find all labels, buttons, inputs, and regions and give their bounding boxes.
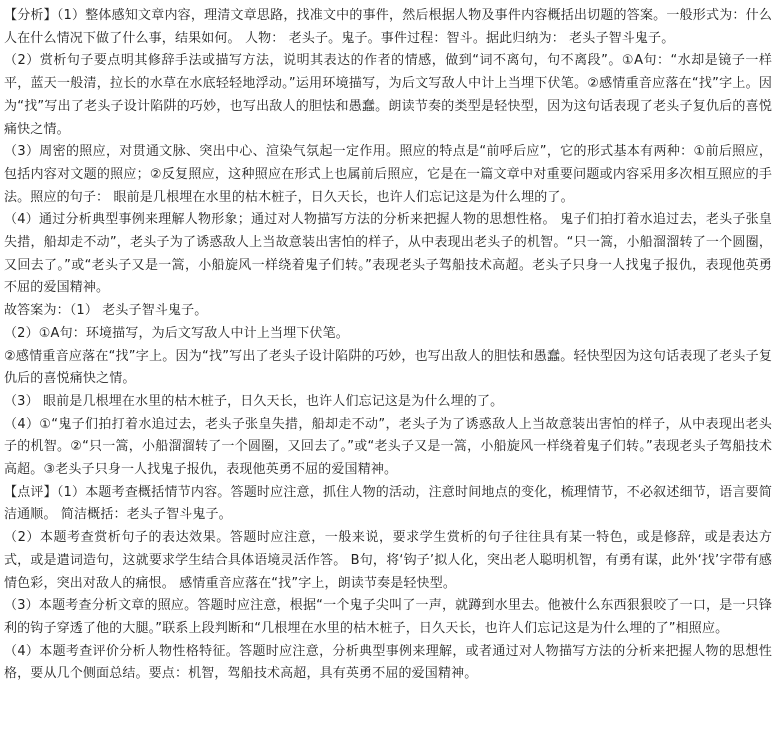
- comment-part-4: （4）本题考查评价分析人物性格特征。答题时应注意，分析典型事例来理解，或者通过对人物描写方法的分析来把握人物的思想性格，要从几个侧面总结。要点：机智，驾船技术高超，具有英勇不屈的爱国精神。: [4, 643, 772, 682]
- comment-part-1: 【点评】（1）本题考查概括情节内容。答题时应注意，抓住人物的活动，注意时间地点的变化，梳理情节，不必叙述细节，语言要简洁通顺。 简洁概括：老头子智斗鬼子。: [4, 484, 772, 523]
- answer-part-2a: （2）①A句：环境描写，为后文写敌人中计上当埋下伏笔。: [4, 325, 349, 341]
- answer-part-4: （4）①“鬼子们拍打着水追过去，老头子张皇失措，船却走不动”，老头子为了诱惑敌人上当故意装出害怕的样子，从中表现出老头子的机智。②“只一篙，小船溜溜转了一个圆圈，又回去了。”或“老头子又是一篙，小船旋风一样绕着鬼子们转。”表现老头子驾船技术高超。③老头子只身一人找鬼子报仇，表现他英勇不屈的爱国精神。: [4, 416, 772, 478]
- analysis-part-4: （4）通过分析典型事例来理解人物形象；通过对人物描写方法的分析来把握人物的思想性格。 鬼子们拍打着水追过去，老头子张皇失措，船却走不动”，老头子为了诱惑敌人上当故意装出害怕的样子，从中表现出老头子的机智。“只一篙，小船溜溜转了一个圆圈，又回去了。”或“老头子又是一篙，小船旋风一样绕着鬼子们转。”表现老头子驾船技术高超。老头子只身一人找鬼子报仇，表现他英勇不屈的爱国精神。: [4, 212, 772, 296]
- analysis-part-3: （3）周密的照应，对贯通文脉、突出中心、渲染气氛起一定作用。照应的特点是“前呼后应”，它的形式基本有两种：①前后照应，包括内容对文题的照应；②反复照应，这种照应在形式上也属前后照应，它是在一篇文章中对重要问题或内容采用多次相互照应的手法。照应的句子： 眼前是几根埋在水里的枯木桩子，日久天长，也许人们忘记这是为什么埋的了。: [4, 144, 772, 205]
- analysis-part-2: （2）赏析句子要点明其修辞手法或描写方法，说明其表达的作者的情感，做到“词不离句，句不离段”。①A句：“水却是镜子一样平，蓝天一般清，拉长的水草在水底轻轻地浮动。”运用环境描写，为后文写敌人中计上当埋下伏笔。②感情重音应落在“找”字上。因为“找”写出了老头子设计陷阱的巧妙，也写出敌人的胆怯和愚蠢。朗读节奏的类型是轻快型，因为这句话表现了老头子复仇后的喜悦痛快之情。: [4, 53, 772, 137]
- answer-part-2b: ②感情重音应落在“找”字上。因为“找”写出了老头子设计陷阱的巧妙，也写出敌人的胆怯和愚蠢。轻快型因为这句话表现了老头子复仇后的喜悦痛快之情。: [4, 348, 772, 387]
- answer-part-3: （3） 眼前是几根埋在水里的枯木桩子，日久天长，也许人们忘记这是为什么埋的了。: [4, 393, 504, 409]
- comment-part-3: （3）本题考查分析文章的照应。答题时应注意，根据“一个鬼子尖叫了一声，就蹲到水里去。他被什么东西狠狠咬了一口，是一只锋利的钩子穿透了他的大腿。”联系上段判断和“几根埋在水里的枯木桩子，日久天长，也许人们忘记这是为什么埋的了”相照应。: [4, 598, 772, 636]
- comment-part-2: （2）本题考查赏析句子的表达效果。答题时应注意，一般来说，要求学生赏析的句子往往具有某一特色，或是修辞，或是表达方式，或是遣词造句，这就要求学生结合具体语境灵活作答。 B句，将‘钩子’拟人化，突出老人聪明机智，有勇有谋，此外‘找’字带有感情色彩，突出对敌人的痛恨。 感情重音应落在“找”字上，朗读节奏是轻快型。: [4, 530, 772, 591]
- answer-part-1: 故答案为：（1） 老头子智斗鬼子。: [4, 303, 208, 319]
- analysis-part-1: 【分析】（1）整体感知文章内容，理清文章思路，找准文中的事件，然后根据人物及事件内容概括出切题的答案。一般形式为：什么人在什么情况下做了什么事，结果如何。 人物： 老头子。鬼子。事件过程：智斗。据此归纳为： 老头子智斗鬼子。: [4, 8, 772, 46]
